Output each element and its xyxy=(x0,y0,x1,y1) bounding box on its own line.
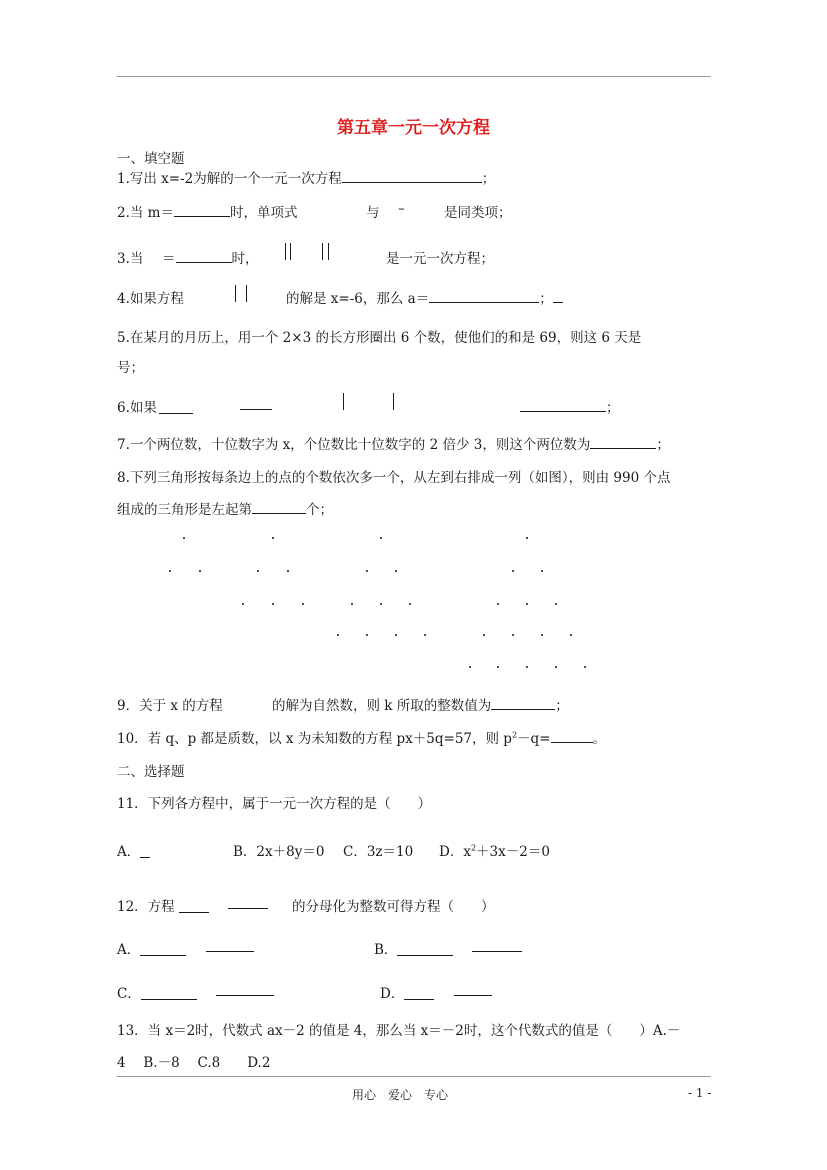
answer-blank xyxy=(176,248,232,263)
question-12-option-a: A． xyxy=(117,938,186,958)
abs-bar xyxy=(290,243,291,260)
answer-blank xyxy=(174,202,230,217)
question-6: 6.如果 xyxy=(117,396,193,416)
footer-rule xyxy=(117,1076,711,1077)
question-12: 12．方程 xyxy=(117,895,209,915)
question-12-option-d: D． xyxy=(380,982,434,1002)
question-3-end: 是一元一次方程； xyxy=(386,251,494,267)
answer-blank xyxy=(342,168,482,183)
question-4: 4.如果方程 xyxy=(117,291,184,307)
answer-blank xyxy=(551,728,593,743)
question-3: 3.当 xyxy=(117,251,144,267)
fraction-bar xyxy=(179,903,209,913)
question-11-option-a: A． xyxy=(117,840,150,860)
question-6-answer: ； xyxy=(520,396,620,416)
question-11-option-d: D．$x^2+3x-2=0$ xyxy=(439,843,550,860)
question-12-option-b: B． xyxy=(374,938,453,958)
question-13-line2: 4 B.－8 C.8 D.2 xyxy=(117,1055,271,1071)
question-11-option-c: C．3z＝10 xyxy=(343,844,414,860)
abs-bar xyxy=(322,243,323,260)
question-9-rest: 的解为自然数，则 k 所取的整数值为 ； xyxy=(272,694,569,714)
answer-blank xyxy=(520,397,606,412)
question-2-minus: – xyxy=(398,201,405,217)
section-fill-blank: 一、填空题 xyxy=(117,151,185,167)
question-4-rest: 的解是 x=-6，那么 a＝ ； xyxy=(286,287,563,307)
header-rule xyxy=(117,76,711,77)
question-10: 10．若 q、p 都是质数，以 x 为未知数的方程 px＋5q=57，则 $p^2-q=$ 。 xyxy=(117,727,606,747)
question-5: 5.在某月的月历上，用一个 2×3 的长方形圈出 6 个数，使他们的和是 69，则这 6 天是 xyxy=(117,330,642,346)
answer-blank xyxy=(590,434,656,449)
fraction-bar xyxy=(216,982,274,998)
question-2-end: 是同类项； xyxy=(444,205,512,221)
abs-bar xyxy=(343,393,344,410)
page-title: 第五章一元一次方程 xyxy=(337,118,490,138)
question-8: 8.下列三角形按每条边上的点的个数依次多一个，从左到右排成一列（如图），则由 990 个点 xyxy=(117,470,671,486)
fraction-bar xyxy=(206,938,254,954)
question-9: 9．关于 x 的方程 xyxy=(117,698,223,714)
question-3-eq: ＝ 时， xyxy=(162,247,259,267)
answer-blank xyxy=(429,288,539,303)
question-12-option-c: C． xyxy=(117,982,197,1002)
fraction-bar xyxy=(454,982,492,998)
question-2: 2.当 m＝ 时，单项式 xyxy=(117,201,297,221)
question-12-stem-end: 的分母化为整数可得方程（ ） xyxy=(292,899,495,915)
page-number: - 1 - xyxy=(688,1086,712,1100)
abs-bar xyxy=(235,285,236,302)
question-7: 7.一个两位数，十位数字为 x，个位数比十位数字的 2 倍少 3，则这个两位数为 ； xyxy=(117,433,670,453)
question-8-line2: 组成的三角形是左起第 个； xyxy=(117,498,333,518)
answer-blank xyxy=(252,499,306,514)
question-11-option-b: B．2x＋8y＝0 xyxy=(233,844,325,860)
fraction-bar xyxy=(140,848,150,858)
fraction-bar xyxy=(159,404,193,414)
fraction-bar xyxy=(228,895,268,911)
footer-motto: 用心 爱心 专心 xyxy=(352,1088,449,1102)
abs-bar xyxy=(393,393,394,410)
abs-bar xyxy=(246,285,247,302)
question-2-with: 与 xyxy=(366,205,380,221)
fraction-bar xyxy=(472,938,522,954)
question-1: 1.写出 x=-2为解的一个一元一次方程 ； xyxy=(117,167,495,187)
abs-bar xyxy=(285,243,286,260)
question-13: 13．当 x＝2时，代数式 ax－2 的值是 4，那么当 x＝－2时，这个代数式的值是（ ）A.－ xyxy=(117,1023,681,1039)
question-11: 11．下列各方程中，属于一元一次方程的是（ ） xyxy=(117,796,432,812)
answer-blank xyxy=(491,695,555,710)
section-multiple-choice: 二、选择题 xyxy=(117,764,185,780)
fraction-bar xyxy=(240,396,272,412)
abs-bar xyxy=(328,243,329,260)
question-5-line2: 号； xyxy=(117,360,144,376)
